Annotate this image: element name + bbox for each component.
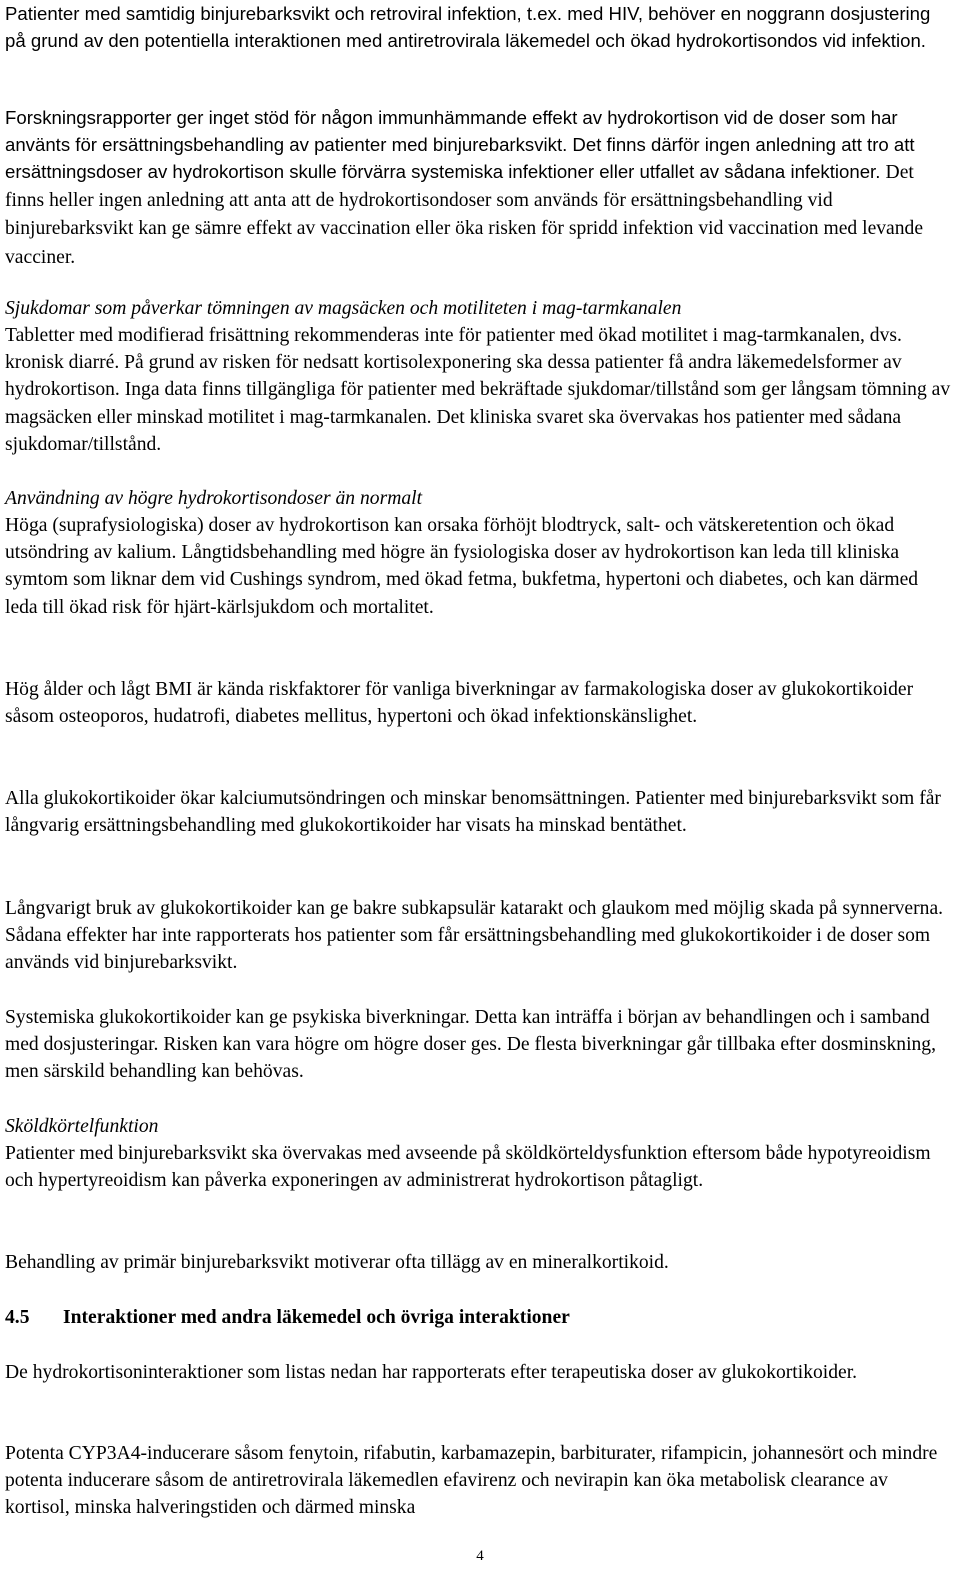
page-number: 4 [476, 1548, 484, 1564]
vaccination-text: Det finns heller ingen anledning att anta att de hydrokortisondoser som används för ersättningsbehandling vid binjurebarksvikt kan ge sämre effekt av vaccination eller öka risken för spridd infektion vid vaccination med levande vacciner. [5, 162, 924, 268]
heading-high-doses: Användning av högre hydrokortisondoser än normalt [5, 488, 423, 509]
paragraph-cyp3a4: Potenta CYP3A4-inducerare såsom fenytoin, rifabutin, karbamazepin, barbiturater, rifampicin, johannesört och mindre potenta inducerare såsom de antiretrovirala läkemedlen efavirenz och nevirapin kan öka metabolisk clearance av kortisol, minska halveringstiden och därmed minska [5, 1443, 938, 1519]
heading-thyroid: Sköldkörtelfunktion [5, 1116, 159, 1137]
paragraph-gastro-motility: Tabletter med modifierad frisättning rekommenderas inte för patienter med ökad motilitet i mag-tarmkanalen, dvs. kronisk diarré. På grund av risken för nedsatt kortisolexponering ska dessa patienter få andra läkemedelsformer av hydrokortison. Inga data finns tillgängliga för patienter med bekräftade sjukdomar/tillstånd som ger långsam tömning av magsäcken eller minskad motilitet i mag-tarmkanalen. Det kliniska svaret ska övervakas hos patienter med sådana sjukdomar/tillstånd. [5, 325, 951, 455]
section-number: 4.5 [5, 1307, 30, 1328]
paragraph-bone-density: Alla glukokortikoider ökar kalciumutsöndringen och minskar benomsättningen. Patienter med binjurebarksvikt som får långvarig ersättningsbehandling med glukokortikoider har visats ha minskad bentäthet. [5, 788, 941, 837]
paragraph-high-doses: Höga (suprafysiologiska) doser av hydrokortison kan orsaka förhöjt blodtryck, salt- och vätskeretention och ökad utsöndring av kalium. Långtidsbehandling med högre än fysiologiska doser av hydrokortison kan leda till kliniska symtom som liknar dem vid Cushings syndrom, med ökad fetma, bukfetma, hypertoni och diabetes, och kan därmed leda till ökad risk för hjärt-kärlsjukdom och mortalitet. [5, 515, 919, 618]
section-title: Interaktioner med andra läkemedel och övriga interaktioner [63, 1307, 570, 1328]
paragraph-thyroid: Patienter med binjurebarksvikt ska övervakas med avseende på sköldkörteldysfunktion eftersom både hypotyreoidism och hypertyreoidism kan påverka exponeringen av administrerat hydrokortison påtagligt. [5, 1143, 931, 1192]
paragraph-risk-factors: Hög ålder och lågt BMI är kända riskfaktorer för vanliga biverkningar av farmakologiska doser av glukokortikoider såsom osteoporos, hudatrofi, diabetes mellitus, hypertoni och ökad infektionskänslighet. [5, 679, 914, 728]
paragraph-cataract: Långvarigt bruk av glukokortikoider kan ge bakre subkapsulär katarakt och glaukom med möjlig skada på synnerverna. Sådana effekter har inte rapporterats hos patienter som får ersättningsbehandling med glukokortikoider i de doser som används vid binjurebarksvikt. [5, 898, 944, 974]
immunosuppression-text-sans: Forskningsrapporter ger inget stöd för någon immunhämmande effekt av hydrokortison vid de doser som har använts för ersättningsbehandling av patienter med binjurebarksvikt. Det finns därför ingen anledning att tro att ersättningsdoser av hydrokortison skulle förvärra systemiska infektioner eller utfallet av sådana infektioner. [5, 107, 915, 182]
paragraph-mineralocorticoid: Behandling av primär binjurebarksvikt motiverar ofta tillägg av en mineralkortikoid. [5, 1252, 669, 1273]
paragraph-interactions-intro: De hydrokortisoninteraktioner som listas nedan har rapporterats efter terapeutiska doser av glukokortikoider. [5, 1362, 858, 1383]
paragraph-psychiatric: Systemiska glukokortikoider kan ge psykiska biverkningar. Detta kan inträffa i början av behandlingen och i samband med dosjusteringar. Risken kan vara högre om högre doser ges. De flesta biverkningar går tillbaka efter dosminskning, men särskild behandling kan behövas. [5, 1007, 936, 1083]
section-heading-4-5 [5, 1304, 955, 1331]
paragraph-immunosuppression [5, 104, 955, 271]
heading-gastro-motility: Sjukdomar som påverkar tömningen av magsäcken och motiliteten i mag-tarmkanalen [5, 298, 682, 319]
paragraph-hiv-dosing: Patienter med samtidig binjurebarksvikt och retroviral infektion, t.ex. med HIV, behöver en noggrann dosjustering på grund av den potentiella interaktionen med antiretrovirala läkemedel och ökad hydrokortisondos vid infektion. [5, 3, 931, 51]
